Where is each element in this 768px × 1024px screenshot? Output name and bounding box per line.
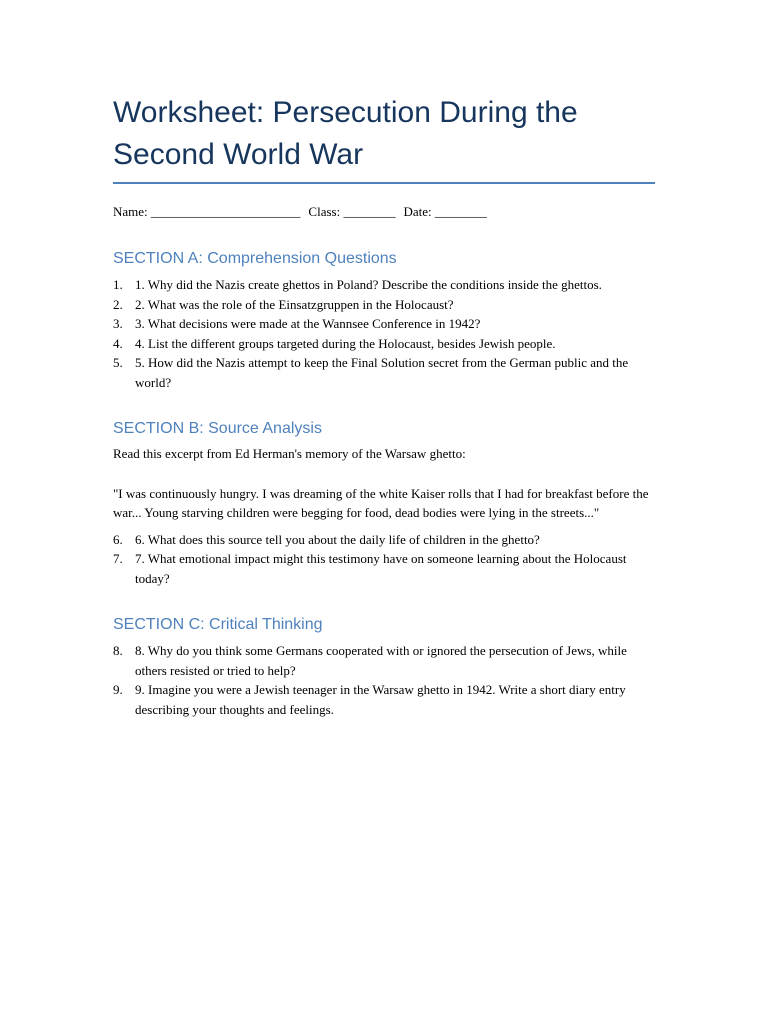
source-intro: Read this excerpt from Ed Herman's memory of the Warsaw ghetto: xyxy=(113,446,466,461)
question-number: 7. xyxy=(113,551,123,566)
question-item xyxy=(113,314,655,334)
section-b-heading: SECTION B: Source Analysis xyxy=(113,420,322,437)
section-a-questions xyxy=(113,275,655,392)
question-text: 4. List the different groups targeted during the Holocaust, besides Jewish people. xyxy=(135,335,556,351)
question-text: 7. What emotional impact might this testimony have on someone learning about the Holocaust today? xyxy=(135,551,627,586)
question-text: 5. How did the Nazis attempt to keep the Final Solution secret from the German public and the world? xyxy=(135,355,629,390)
question-item xyxy=(113,530,655,550)
section-b-questions xyxy=(113,530,655,589)
date-field: Date: ________ xyxy=(403,204,487,219)
title-line-1: Worksheet: Persecution During the xyxy=(113,96,578,129)
name-field: Name: _______________________ xyxy=(113,204,301,219)
question-number: 6. xyxy=(113,531,123,547)
question-text: 9. Imagine you were a Jewish teenager in the Warsaw ghetto in 1942. Write a short diary entry describing your thoughts and feelings. xyxy=(135,682,626,717)
student-info-line xyxy=(113,204,655,220)
question-item xyxy=(113,275,655,295)
title-line-2: Second World War xyxy=(113,138,364,171)
question-item xyxy=(113,549,655,588)
question-item xyxy=(113,641,655,680)
question-number: 5. xyxy=(113,355,123,370)
title-divider xyxy=(113,182,655,184)
question-number: 2. xyxy=(113,296,123,312)
question-number: 8. xyxy=(113,643,123,658)
source-quote: "I was continuously hungry. I was dreaming of the white Kaiser rolls that I had for breakfast before the war... Young starving children were begging for food, dead bodies were lying in the streets..." xyxy=(113,485,649,520)
question-text: 3. What decisions were made at the Wannsee Conference in 1942? xyxy=(135,316,481,331)
question-number: 4. xyxy=(113,335,123,351)
question-text: 2. What was the role of the Einsatzgruppen in the Holocaust? xyxy=(135,296,454,312)
question-item xyxy=(113,680,655,719)
question-number: 1. xyxy=(113,277,123,292)
question-item xyxy=(113,334,655,354)
question-text: 8. Why do you think some Germans cooperated with or ignored the persecution of Jews, while others resisted or tried to help? xyxy=(135,643,627,678)
question-item xyxy=(113,295,655,315)
worksheet-page xyxy=(113,92,655,719)
question-number: 3. xyxy=(113,316,123,331)
question-number: 9. xyxy=(113,682,123,697)
question-item xyxy=(113,353,655,392)
question-text: 6. What does this source tell you about the daily life of children in the ghetto? xyxy=(135,531,540,547)
section-a-heading: SECTION A: Comprehension Questions xyxy=(113,250,397,267)
section-c-questions xyxy=(113,641,655,719)
question-text: 1. Why did the Nazis create ghettos in Poland? Describe the conditions inside the ghettos. xyxy=(135,277,602,292)
class-field: Class: ________ xyxy=(308,204,396,219)
worksheet-title xyxy=(113,92,655,176)
section-c-heading: SECTION C: Critical Thinking xyxy=(113,616,323,633)
